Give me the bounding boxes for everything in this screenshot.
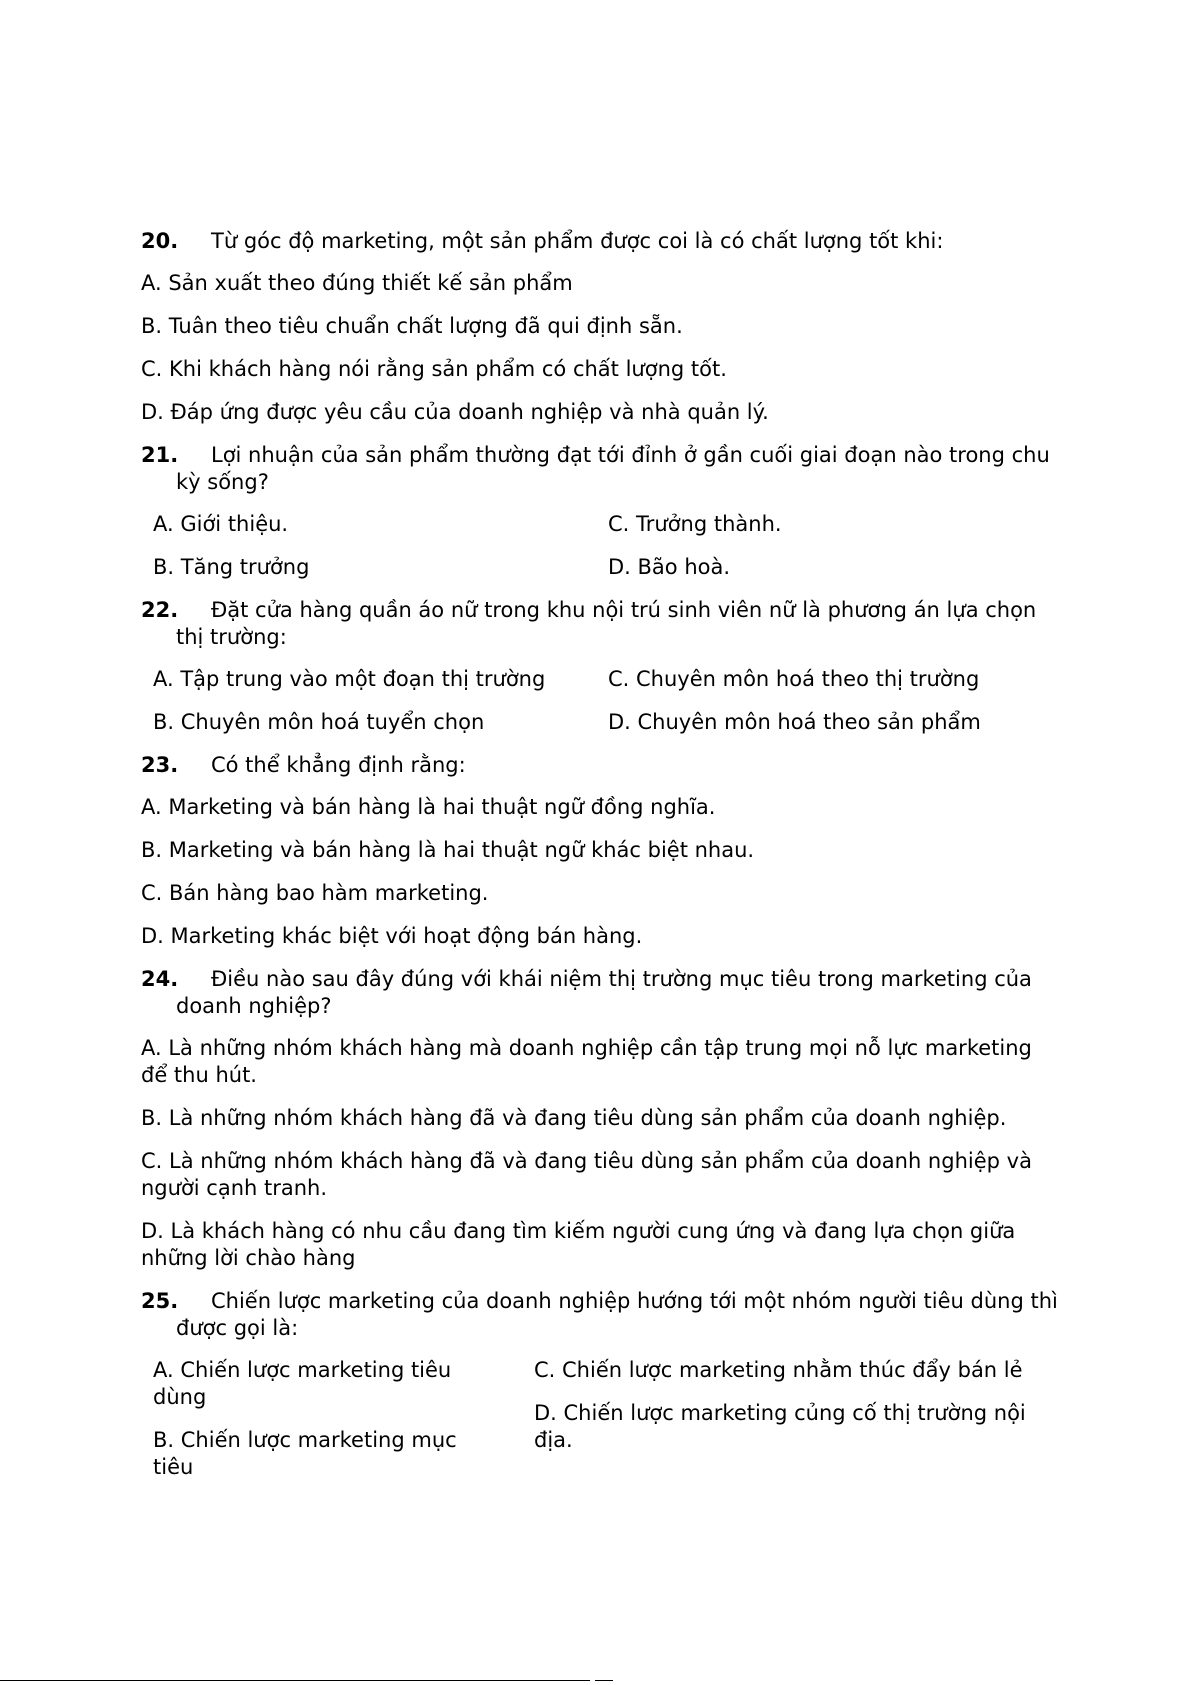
options-grid — [141, 666, 1061, 736]
option-b: B. Chuyên môn hoá tuyển chọn — [153, 710, 485, 734]
option-d: D. Bão hoà. — [608, 555, 731, 579]
question-22 — [141, 597, 1061, 651]
option-d: D. Là khách hàng có nhu cầu đang tìm kiếm người cung ứng và đang lựa chọn giữa những lời chào hàng — [141, 1219, 1016, 1270]
question-23 — [141, 752, 1061, 779]
question-number: 21. — [141, 443, 179, 467]
question-text: Từ góc độ marketing, một sản phẩm được coi là có chất lượng tốt khi: — [211, 229, 944, 253]
option-c: C. Trưởng thành. — [608, 512, 782, 536]
option-b: B. Tăng trưởng — [153, 555, 310, 579]
option-d: D. Chuyên môn hoá theo sản phẩm — [608, 710, 981, 734]
option-c: C. Là những nhóm khách hàng đã và đang tiêu dùng sản phẩm của doanh nghiệp và người cạnh tranh. — [141, 1149, 1032, 1200]
question-number: 25. — [141, 1289, 179, 1313]
question-number: 24. — [141, 967, 179, 991]
question-text: Có thể khẳng định rằng: — [211, 753, 466, 777]
option-a: A. Chiến lược marketing tiêu dùng — [153, 1358, 452, 1409]
option-a: A. Sản xuất theo đúng thiết kế sản phẩm — [141, 271, 573, 295]
question-text: Lợi nhuận của sản phẩm thường đạt tới đỉnh ở gần cuối giai đoạn nào trong chu kỳ sống? — [176, 443, 1050, 494]
option-a: A. Giới thiệu. — [153, 512, 289, 536]
page-bottom-rule — [0, 1680, 590, 1681]
option-a: A. Tập trung vào một đoạn thị trường — [153, 667, 546, 691]
options-grid — [141, 511, 1061, 581]
option-c: C. Chuyên môn hoá theo thị trường — [608, 667, 980, 691]
question-text: Đặt cửa hàng quần áo nữ trong khu nội trú sinh viên nữ là phương án lựa chọn thị trường: — [176, 598, 1037, 649]
option-b: B. Marketing và bán hàng là hai thuật ngữ khác biệt nhau. — [141, 838, 755, 862]
page-bottom-rule-short — [595, 1680, 613, 1681]
option-b: B. Là những nhóm khách hàng đã và đang tiêu dùng sản phẩm của doanh nghiệp. — [141, 1106, 1007, 1130]
options-grid — [141, 1357, 1061, 1499]
question-list — [141, 228, 1061, 1499]
question-number: 23. — [141, 753, 179, 777]
option-d: D. Đáp ứng được yêu cầu của doanh nghiệp và nhà quản lý. — [141, 400, 769, 424]
option-b: B. Chiến lược marketing mục tiêu — [153, 1428, 457, 1479]
option-b: B. Tuân theo tiêu chuẩn chất lượng đã qui định sẵn. — [141, 314, 683, 338]
question-number: 20. — [141, 229, 179, 253]
question-text: Chiến lược marketing của doanh nghiệp hướng tới một nhóm người tiêu dùng thì được gọi là: — [176, 1289, 1058, 1340]
question-24 — [141, 966, 1061, 1020]
question-21 — [141, 442, 1061, 496]
option-a: A. Marketing và bán hàng là hai thuật ngữ đồng nghĩa. — [141, 795, 716, 819]
option-d: D. Marketing khác biệt với hoạt động bán hàng. — [141, 924, 643, 948]
option-a: A. Là những nhóm khách hàng mà doanh nghiệp cần tập trung mọi nỗ lực marketing để thu hút. — [141, 1036, 1032, 1087]
option-c: C. Chiến lược marketing nhằm thúc đẩy bán lẻ — [534, 1358, 1023, 1382]
option-c: C. Bán hàng bao hàm marketing. — [141, 881, 489, 905]
option-c: C. Khi khách hàng nói rằng sản phẩm có chất lượng tốt. — [141, 357, 727, 381]
question-number: 22. — [141, 598, 179, 622]
option-d: D. Chiến lược marketing củng cố thị trường nội địa. — [534, 1401, 1026, 1452]
question-text: Điều nào sau đây đúng với khái niệm thị trường mục tiêu trong marketing của doanh nghiệp? — [176, 967, 1032, 1018]
question-20 — [141, 228, 1061, 255]
question-25 — [141, 1288, 1061, 1342]
